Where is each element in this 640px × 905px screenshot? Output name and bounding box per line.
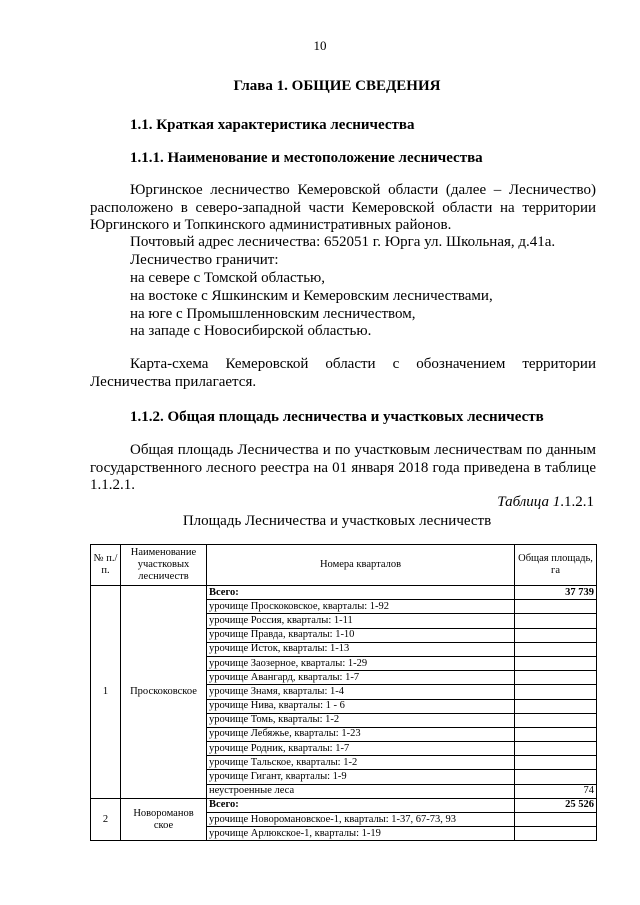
area-cell: 74 [515,784,597,798]
area-cell [515,628,597,642]
area-cell [515,827,597,841]
page-number: 10 [313,38,327,53]
quarters-cell: урочище Авангард, кварталы: 1-7 [207,671,515,685]
chapter-title: Глава 1. ОБЩИЕ СВЕДЕНИЯ [233,78,441,94]
quarters-cell: урочище Гигант, кварталы: 1-9 [207,770,515,784]
area-cell [515,727,597,741]
border-south: на юге с Промышленновским лесничеством, [130,306,416,322]
header-name: Наименование участковых лесничеств [121,545,207,586]
group-number: 2 [91,798,121,841]
quarters-cell: урочище Правда, кварталы: 1-10 [207,628,515,642]
area-table [90,544,597,841]
postal-address: Почтовый адрес лесничества: 652051 г. Юрга ул. Школьная, д.41а. [130,234,556,250]
area-cell [515,600,597,614]
intro-text: Юргинское лесничество Кемеровской области (далее – Лесничество) расположено в северо-западной части Кемеровской области на территории Юргинского и Топкинского административных районов. [90,182,596,233]
area-cell [515,813,597,827]
quarters-cell: урочище Исток, кварталы: 1-13 [207,642,515,656]
intro-paragraph [90,182,596,235]
area-cell: 25 526 [515,798,597,812]
border-west: на западе с Новосибирской областью. [130,323,372,339]
table-label-italic: Таблица 1 [497,494,561,510]
area-cell: 37 739 [515,586,597,600]
map-paragraph [90,356,596,391]
group-name: Новороманов ское [121,798,207,841]
table-row [91,586,597,600]
area-cell [515,756,597,770]
section-heading-1-1-1: 1.1.1. Наименование и местоположение лесничества [130,150,483,166]
table-row [91,798,597,812]
quarters-cell: урочище Лебяжье, кварталы: 1-23 [207,727,515,741]
quarters-cell: урочище Томь, кварталы: 1-2 [207,713,515,727]
table-label [497,494,594,511]
border-north: на севере с Томской областью, [130,270,326,286]
group-name: Проскоковское [121,586,207,799]
area-cell [515,713,597,727]
quarters-cell: урочище Арлюкское-1, кварталы: 1-19 [207,827,515,841]
table-header-row [91,545,597,586]
quarters-cell: урочище Родник, кварталы: 1-7 [207,742,515,756]
area-cell [515,656,597,670]
area-cell [515,685,597,699]
quarters-cell: урочище Знамя, кварталы: 1-4 [207,685,515,699]
section-heading-1-1: 1.1. Краткая характеристика лесничества [130,117,415,133]
quarters-cell: урочище Новоромановское-1, кварталы: 1-37, 67-73, 93 [207,813,515,827]
table-caption: Площадь Лесничества и участковых лесничеств [182,513,492,529]
table-body [91,586,597,841]
area-cell [515,770,597,784]
quarters-cell: урочище Проскоковское, кварталы: 1-92 [207,600,515,614]
header-area: Общая площадь, га [515,545,597,586]
header-quarters: Номера кварталов [207,545,515,586]
quarters-cell: урочище Заозерное, кварталы: 1-29 [207,656,515,670]
area-paragraph [90,442,596,495]
quarters-cell: Всего: [207,586,515,600]
quarters-cell: урочище Россия, кварталы: 1-11 [207,614,515,628]
table-label-number: .1.2.1 [560,494,594,510]
area-cell [515,614,597,628]
area-cell [515,699,597,713]
quarters-cell: урочище Тальское, кварталы: 1-2 [207,756,515,770]
quarters-cell: Всего: [207,798,515,812]
borders-intro: Лесничество граничит: [130,252,279,268]
area-text: Общая площадь Лесничества и по участковым лесничествам по данным государственного лесного реестра на 01 января 2018 года приведена в таблице 1.1.2.1. [90,442,596,493]
border-east: на востоке с Яшкинским и Кемеровским лесничествами, [130,288,493,304]
section-heading-1-1-2: 1.1.2. Общая площадь лесничества и участковых лесничеств [130,409,544,425]
group-number: 1 [91,586,121,799]
header-num: № п./п. [91,545,121,586]
area-cell [515,642,597,656]
quarters-cell: урочище Нива, кварталы: 1 - 6 [207,699,515,713]
area-cell [515,742,597,756]
quarters-cell: неустроенные леса [207,784,515,798]
area-cell [515,671,597,685]
map-text: Карта-схема Кемеровской области с обозначением территории Лесничества прилагается. [90,356,596,390]
